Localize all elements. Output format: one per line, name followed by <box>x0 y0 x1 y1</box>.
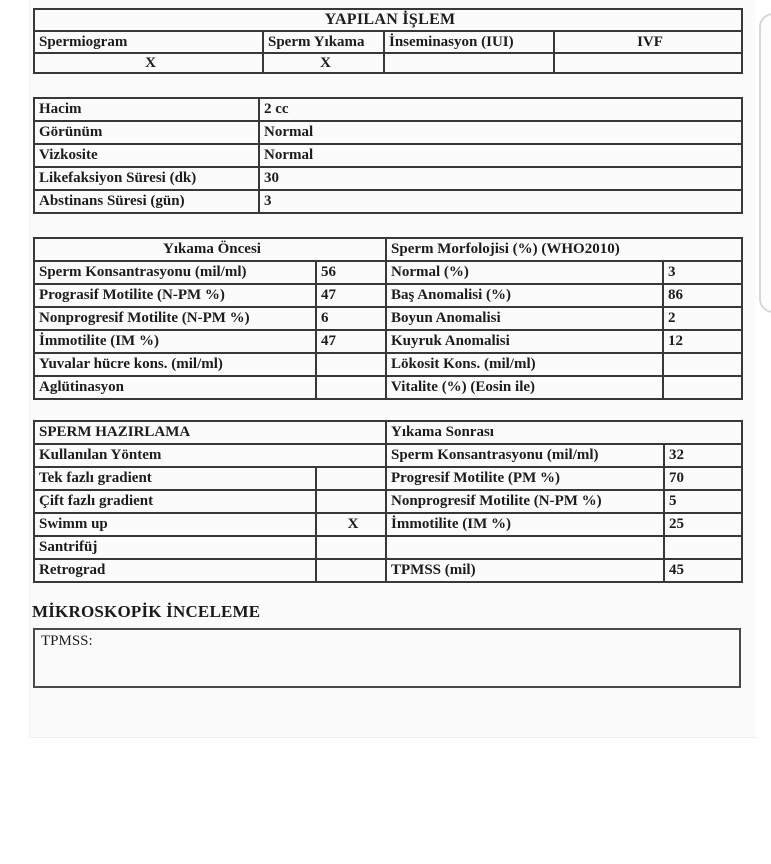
method-label: Çift fazlı gradient <box>34 490 316 513</box>
table-row <box>34 98 742 121</box>
row-label: Likefaksiyon Süresi (dk) <box>34 167 259 190</box>
table-row <box>34 9 742 31</box>
procedure-table-title: YAPILAN İŞLEM <box>34 9 742 31</box>
row-value: 47 <box>316 284 386 307</box>
row-value <box>316 353 386 376</box>
row-label: Boyun Anomalisi <box>386 307 663 330</box>
sample-info-table <box>33 97 743 214</box>
row-label <box>386 536 664 559</box>
table-row <box>34 353 742 376</box>
row-label: Abstinans Süresi (gün) <box>34 190 259 213</box>
pre-wash-title: Yıkama Öncesi <box>34 238 386 261</box>
row-value: 25 <box>664 513 742 536</box>
row-label: Sperm Konsantrasyonu (mil/ml) <box>386 444 664 467</box>
row-value: 5 <box>664 490 742 513</box>
table-row <box>34 559 742 582</box>
mark-cell-sperm-yikama: X <box>263 53 384 73</box>
table-row <box>34 238 742 261</box>
row-value: 3 <box>259 190 742 213</box>
row-label: Baş Anomalisi (%) <box>386 284 663 307</box>
procedure-table <box>33 8 743 74</box>
morphology-title: Sperm Morfolojisi (%) (WHO2010) <box>386 238 742 261</box>
table-row <box>34 121 742 144</box>
row-value: 32 <box>664 444 742 467</box>
method-mark-cell: X <box>316 513 386 536</box>
row-value: 2 cc <box>259 98 742 121</box>
pre-wash-morphology-table <box>33 237 743 400</box>
table-row <box>34 307 742 330</box>
method-label: Tek fazlı gradient <box>34 467 316 490</box>
table-row <box>34 513 742 536</box>
row-value: 3 <box>663 261 742 284</box>
row-value: 2 <box>663 307 742 330</box>
table-row <box>34 53 742 73</box>
row-label: Sperm Konsantrasyonu (mil/ml) <box>34 261 316 284</box>
table-row <box>34 144 742 167</box>
tpmss-note-label: TPMSS: <box>41 633 93 649</box>
row-value: 6 <box>316 307 386 330</box>
column-header-ivf: IVF <box>554 31 742 53</box>
table-row <box>34 284 742 307</box>
row-value: 47 <box>316 330 386 353</box>
row-value: 70 <box>664 467 742 490</box>
row-label: Nonprogresif Motilite (N-PM %) <box>34 307 316 330</box>
row-value: 56 <box>316 261 386 284</box>
column-header-spermiogram: Spermiogram <box>34 31 263 53</box>
table-row <box>34 467 742 490</box>
table-row <box>34 490 742 513</box>
row-label: Progresif Motilite (PM %) <box>386 467 664 490</box>
row-value <box>663 376 742 399</box>
row-label: İmmotilite (IM %) <box>386 513 664 536</box>
table-row <box>34 190 742 213</box>
table-row <box>34 536 742 559</box>
row-label: Aglütinasyon <box>34 376 316 399</box>
row-value: Normal <box>259 121 742 144</box>
column-header-inseminasyon: İnseminasyon (IUI) <box>384 31 554 53</box>
mark-cell-inseminasyon <box>384 53 554 73</box>
row-label: Hacim <box>34 98 259 121</box>
table-row <box>34 376 742 399</box>
mark-cell-spermiogram: X <box>34 53 263 73</box>
post-wash-title: Yıkama Sonrası <box>386 421 742 444</box>
page-edge <box>759 13 771 313</box>
preparation-subtitle: Kullanılan Yöntem <box>34 444 386 467</box>
row-label: Lökosit Kons. (mil/ml) <box>386 353 663 376</box>
row-label: TPMSS (mil) <box>386 559 664 582</box>
row-label: Vitalite (%) (Eosin ile) <box>386 376 663 399</box>
table-row <box>34 421 742 444</box>
row-value: 86 <box>663 284 742 307</box>
method-label: Retrograd <box>34 559 316 582</box>
method-mark-cell <box>316 490 386 513</box>
preparation-post-wash-table <box>33 420 743 583</box>
mark-cell-ivf <box>554 53 742 73</box>
table-row <box>34 261 742 284</box>
row-label: Görünüm <box>34 121 259 144</box>
table-row <box>34 167 742 190</box>
row-value: 45 <box>664 559 742 582</box>
table-row <box>34 444 742 467</box>
row-value: 12 <box>663 330 742 353</box>
row-label: İmmotilite (IM %) <box>34 330 316 353</box>
column-header-sperm-yikama: Sperm Yıkama <box>263 31 384 53</box>
row-value <box>664 536 742 559</box>
row-label: Prograsif Motilite (N-PM %) <box>34 284 316 307</box>
row-value <box>663 353 742 376</box>
method-label: Swimm up <box>34 513 316 536</box>
table-row <box>34 330 742 353</box>
method-label: Santrifüj <box>34 536 316 559</box>
method-mark-cell <box>316 536 386 559</box>
row-label: Kuyruk Anomalisi <box>386 330 663 353</box>
preparation-title: SPERM HAZIRLAMA <box>34 421 386 444</box>
method-mark-cell <box>316 467 386 490</box>
row-value <box>316 376 386 399</box>
row-label: Yuvalar hücre kons. (mil/ml) <box>34 353 316 376</box>
row-label: Nonprogresif Motilite (N-PM %) <box>386 490 664 513</box>
method-mark-cell <box>316 559 386 582</box>
table-row <box>34 31 742 53</box>
microscopic-notes-box <box>33 628 741 688</box>
row-label: Normal (%) <box>386 261 663 284</box>
row-value: Normal <box>259 144 742 167</box>
microscopic-heading: MİKROSKOPİK İNCELEME <box>32 602 261 621</box>
row-value: 30 <box>259 167 742 190</box>
row-label: Vizkosite <box>34 144 259 167</box>
